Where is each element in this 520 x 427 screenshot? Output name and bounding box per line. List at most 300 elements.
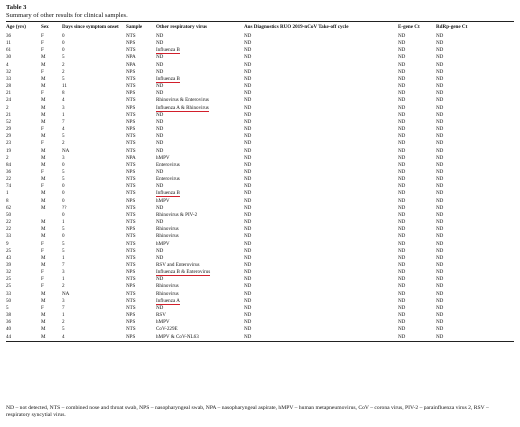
cell-text: 2 [62,61,65,68]
cell-days [62,326,126,333]
cell-egene [398,248,436,255]
cell-days [62,212,126,219]
cell-text: 43 [6,254,12,261]
col-header-takeoff: Aus Diagnostics RUO 2019-nCoV Take-off cycle [244,24,349,30]
cell-egene [398,62,436,69]
cell-text: hMPV [156,154,170,161]
cell-text: NPS [126,126,136,133]
cell-text: NTS [126,190,136,197]
cell-virus [156,112,244,119]
cell-text: ND [436,54,444,61]
cell-virus [156,255,244,262]
cell-text: 3 [62,297,65,304]
cell-text: ND [244,126,252,133]
cell-text: 25 [6,283,12,290]
cell-takeoff [244,54,398,61]
cell-takeoff [244,69,398,76]
cell-sex [41,47,62,54]
cell-text: M [41,226,46,233]
cell-sex [41,233,62,240]
cell-text: ND [398,262,406,268]
cell-sex [41,119,62,126]
cell-text: M [41,75,46,82]
cell-text: ND [398,83,406,90]
cell-text: F [41,283,44,290]
cell-text: 28 [6,83,12,90]
cell-virus [156,62,244,69]
cell-text: F [41,33,44,39]
cell-takeoff [244,97,398,104]
cell-virus [156,176,244,183]
cell-takeoff [244,169,398,176]
cell-takeoff [244,155,398,162]
cell-text: ND [244,47,252,54]
cell-takeoff [244,62,398,69]
cell-takeoff [244,119,398,126]
cell-text: ND [436,297,444,304]
cell-virus [156,291,244,298]
cell-text: ND [156,126,164,133]
cell-text: M [41,219,46,226]
cell-text: ND [436,111,444,118]
cell-rdrp [436,276,514,283]
cell-egene [398,255,436,262]
cell-text: 11 [6,40,11,47]
cell-sex [41,198,62,205]
cell-age [6,155,41,162]
cell-virus [156,47,244,54]
table-row [6,133,514,140]
cell-days [62,319,126,326]
cell-text: 1 [62,219,65,226]
cell-takeoff [244,198,398,205]
cell-sample [126,291,156,298]
table-row [6,241,514,248]
cell-text: RSV and Enterovirus [156,262,200,268]
table-row [6,312,514,319]
cell-text: ND [436,176,444,183]
cell-sample [126,226,156,233]
cell-text: ND [436,226,444,233]
cell-text: NPS [126,90,136,97]
cell-text: ND [436,312,444,319]
cell-text: ND [244,97,252,104]
cell-text: ND [436,233,444,240]
cell-text: ND [244,312,252,319]
cell-text: ND [398,97,406,104]
cell-text: ND [436,126,444,133]
cell-sample [126,283,156,290]
cell-text: 61 [6,47,12,54]
cell-age [6,326,41,333]
cell-text: ND [156,111,164,118]
cell-text: ND [436,304,444,311]
cell-text: ND [244,254,252,261]
cell-days [62,119,126,126]
cell-age [6,176,41,183]
cell-text: 22 [6,176,12,183]
cell-egene [398,312,436,319]
cell-days [62,47,126,54]
cell-text: ND [156,247,164,254]
cell-text: ND [436,168,444,175]
cell-text: ND [436,47,444,54]
cell-virus [156,119,244,126]
cell-sample [126,133,156,140]
cell-text: 0 [62,233,65,240]
cell-rdrp [436,334,514,341]
cell-text: 5 [62,326,65,333]
cell-text: ND [436,40,444,47]
cell-text: NPS [126,168,136,175]
cell-text: ND [156,183,164,190]
cell-text: ND [436,133,444,140]
cell-text: ND [244,168,252,175]
cell-age [6,283,41,290]
cell-text: 21 [6,111,12,118]
cell-age [6,305,41,312]
cell-virus [156,241,244,248]
cell-days [62,33,126,40]
table-row [6,47,514,54]
results-table [6,22,514,341]
cell-takeoff [244,219,398,226]
cell-sample [126,162,156,169]
cell-age [6,334,41,341]
cell-text: NTS [126,290,136,297]
cell-text: NPS [126,68,136,75]
cell-age [6,54,41,61]
cell-rdrp [436,183,514,190]
cell-text: M [41,333,46,340]
cell-egene [398,33,436,40]
table-row [6,169,514,176]
cell-text: 33 [6,75,12,82]
cell-takeoff [244,226,398,233]
cell-egene [398,190,436,197]
cell-text: ND [398,204,406,211]
cell-virus [156,33,244,40]
cell-sex [41,155,62,162]
table-row [6,334,514,341]
table-row [6,212,514,219]
cell-text: ND [398,176,406,183]
cell-text: ND [398,304,406,311]
cell-text: ND [244,111,252,118]
cell-text: ND [244,75,252,82]
cell-takeoff [244,162,398,169]
cell-text: NTS [126,204,136,211]
cell-text: M [41,61,46,68]
cell-rdrp [436,83,514,90]
cell-text: Influenza A [156,297,180,304]
cell-text: 2 [62,283,65,290]
cell-text: NTS [126,276,136,283]
cell-text: ND [436,97,444,104]
cell-text: ND [244,276,252,283]
cell-virus [156,54,244,61]
cell-text: M [41,254,46,261]
cell-text: 5 [62,176,65,183]
cell-sex [41,269,62,276]
cell-sample [126,47,156,54]
cell-rdrp [436,233,514,240]
cell-text: M [41,83,46,90]
cell-text: ?? [62,204,67,211]
cell-takeoff [244,83,398,90]
cell-text: ND [156,90,164,97]
cell-rdrp [436,190,514,197]
cell-text: ND [436,283,444,290]
cell-text: F [41,269,44,276]
cell-text: ND [436,333,444,340]
cell-sample [126,83,156,90]
cell-text: ND [436,211,444,218]
cell-text: ND [436,262,444,268]
table-row [6,233,514,240]
cell-text: ND [244,226,252,233]
table-row [6,326,514,333]
cell-rdrp [436,148,514,155]
cell-text: ND [398,147,406,154]
cell-takeoff [244,126,398,133]
cell-text: ND [244,83,252,90]
cell-text: ND [436,75,444,82]
cell-egene [398,276,436,283]
cell-text: 2 [6,104,9,111]
cell-rdrp [436,248,514,255]
cell-egene [398,305,436,312]
cell-text: NPS [126,104,136,111]
cell-text: 7 [62,262,65,268]
cell-egene [398,291,436,298]
cell-takeoff [244,326,398,333]
cell-text: 50 [6,297,12,304]
cell-days [62,155,126,162]
cell-text: ND [244,247,252,254]
cell-egene [398,97,436,104]
cell-rdrp [436,269,514,276]
cell-text: M [41,111,46,118]
cell-text: hMPV [156,319,170,326]
cell-text: ND [244,104,252,111]
cell-virus [156,40,244,47]
cell-text: ND [244,297,252,304]
cell-text: M [41,118,46,125]
cell-text: ND [398,276,406,283]
cell-text: 11 [62,83,67,90]
cell-text: 0 [62,211,65,218]
cell-text: NPS [126,333,136,340]
cell-virus [156,169,244,176]
cell-text: 25 [6,247,12,254]
table-row [6,283,514,290]
cell-text: 5 [62,75,65,82]
cell-takeoff [244,334,398,341]
cell-text: NTS [126,97,136,104]
cell-text: ND [398,247,406,254]
cell-sex [41,97,62,104]
cell-rdrp [436,255,514,262]
cell-text: ND [436,190,444,197]
cell-days [62,219,126,226]
cell-egene [398,90,436,97]
cell-virus [156,162,244,169]
cell-text: F [41,240,44,247]
cell-text: ND [244,333,252,340]
table-row [6,90,514,97]
cell-text: 38 [6,312,12,319]
cell-text: NA [62,290,70,297]
cell-egene [398,54,436,61]
cell-sex [41,298,62,305]
table-row [6,148,514,155]
cell-text: 2 [6,154,9,161]
cell-rdrp [436,105,514,112]
cell-text: 1 [62,312,65,319]
cell-text: ND [398,33,406,39]
cell-age [6,226,41,233]
cell-sample [126,97,156,104]
cell-age [6,97,41,104]
cell-text: 3 [62,269,65,276]
cell-text: NTS [126,33,136,39]
cell-text: ND [436,254,444,261]
cell-text: 22 [6,219,12,226]
cell-text: 25 [6,276,12,283]
cell-text: Influenza B [156,47,180,54]
table-row [6,33,514,40]
col-header-days: Days since symptom onset [62,24,119,30]
cell-text: ND [436,140,444,147]
cell-sex [41,190,62,197]
cell-egene [398,69,436,76]
cell-text: ND [156,68,164,75]
cell-virus [156,76,244,83]
cell-text: 19 [6,147,12,154]
cell-text: ND [156,54,164,61]
cell-text: ND [398,240,406,247]
cell-text: ND [436,326,444,333]
cell-text: ND [156,168,164,175]
cell-sex [41,312,62,319]
cell-sex [41,291,62,298]
cell-text: ND [398,190,406,197]
cell-text: hMPV [156,197,170,204]
cell-text: NTS [126,233,136,240]
cell-text: CoV-229E [156,326,178,333]
cell-rdrp [436,155,514,162]
cell-egene [398,319,436,326]
cell-sex [41,169,62,176]
cell-text: ND [244,133,252,140]
cell-text: ND [398,154,406,161]
cell-egene [398,155,436,162]
cell-egene [398,262,436,269]
cell-text: Enterovirus [156,161,180,168]
cell-age [6,47,41,54]
cell-rdrp [436,47,514,54]
cell-rdrp [436,241,514,248]
cell-age [6,183,41,190]
cell-rdrp [436,326,514,333]
cell-text: ND [398,254,406,261]
cell-sex [41,69,62,76]
cell-virus [156,90,244,97]
cell-egene [398,169,436,176]
cell-text: 0 [62,197,65,204]
cell-days [62,298,126,305]
cell-text: 74 [6,183,12,190]
cell-text: 22 [6,226,12,233]
cell-text: ND [244,33,252,39]
cell-text: 23 [6,140,12,147]
cell-age [6,291,41,298]
cell-text: ND [244,161,252,168]
cell-text: M [41,54,46,61]
cell-text: 2 [62,319,65,326]
cell-text: M [41,297,46,304]
cell-text: 4 [62,333,65,340]
cell-text: 1 [62,276,65,283]
cell-text: ND [244,176,252,183]
cell-text: ND [398,161,406,168]
cell-text: ND [398,61,406,68]
cell-text: ND [398,326,406,333]
cell-days [62,198,126,205]
cell-text: ND [156,204,164,211]
cell-text: ND [244,304,252,311]
cell-text: 0 [62,190,65,197]
cell-text: ND [244,283,252,290]
cell-text: NPS [126,269,136,276]
cell-sex [41,319,62,326]
cell-text: 32 [6,269,12,276]
cell-age [6,112,41,119]
cell-text: F [41,304,44,311]
cell-text: 62 [6,204,12,211]
cell-sex [41,162,62,169]
cell-age [6,219,41,226]
cell-age [6,233,41,240]
cell-text: ND [156,276,164,283]
cell-egene [398,83,436,90]
cell-text: ND [398,312,406,319]
cell-text: 5 [62,247,65,254]
cell-virus [156,326,244,333]
cell-sample [126,54,156,61]
cell-virus [156,212,244,219]
cell-takeoff [244,269,398,276]
cell-sex [41,255,62,262]
cell-text: NTS [126,304,136,311]
cell-sex [41,140,62,147]
cell-days [62,183,126,190]
cell-text: 2 [62,68,65,75]
cell-age [6,105,41,112]
cell-text: ND [436,204,444,211]
cell-virus [156,219,244,226]
cell-text: 24 [6,97,12,104]
cell-text: ND [436,154,444,161]
cell-text: ND [398,183,406,190]
cell-text: NPS [126,283,136,290]
cell-text: F [41,40,44,47]
cell-text: ND [398,290,406,297]
cell-sample [126,334,156,341]
cell-virus [156,183,244,190]
bottom-rule [6,341,514,342]
